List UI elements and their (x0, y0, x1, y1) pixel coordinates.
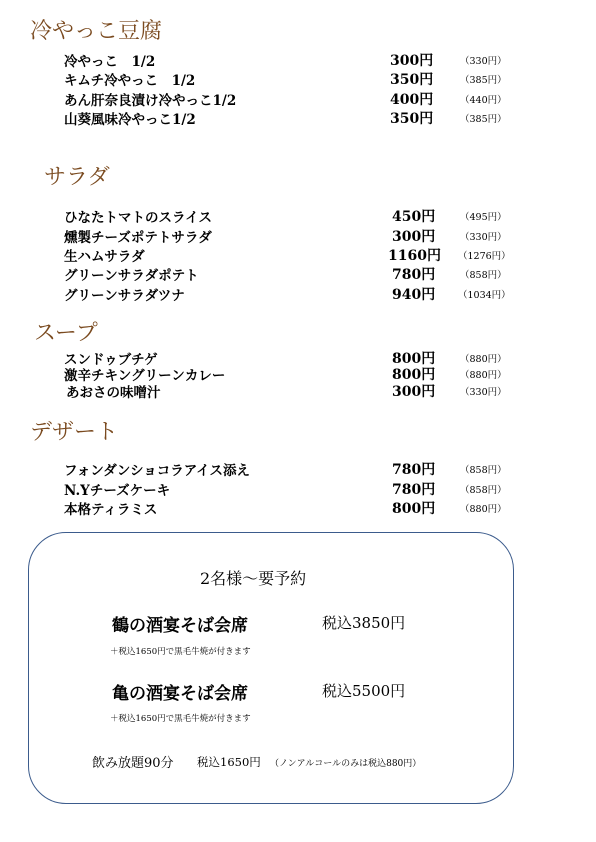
item-name: あおさの味噌汁 (66, 385, 161, 401)
item-name: 生ハムサラダ (64, 249, 145, 265)
item-price: 800円 (392, 351, 436, 367)
item-name: スンドゥブチゲ (64, 352, 158, 368)
item-price: 800円 (392, 501, 436, 517)
menu-item (0, 108, 596, 128)
item-tax-price: （880円） (460, 504, 507, 515)
item-tax-price: （330円） (460, 56, 507, 67)
item-name: 燻製チーズポテトサラダ (64, 230, 212, 246)
item-name: 本格ティラミス (64, 502, 158, 518)
item-price: 1160円 (388, 248, 441, 264)
course-plan-price: 税込5500円 (322, 682, 406, 700)
item-name: 激辛チキングリーンカレー (64, 368, 226, 384)
menu-item (0, 69, 596, 89)
item-tax-price: （330円） (460, 232, 507, 243)
item-price: 300円 (392, 229, 436, 245)
item-name: あん肝奈良漬け冷やっこ1/2 (64, 93, 237, 109)
menu-item (0, 284, 596, 304)
item-tax-price: （1034円） (458, 290, 511, 301)
course-plan-note: ＋税込1650円で黒毛牛焼が付きます (110, 647, 251, 657)
drink-plan-note: （ノンアルコールのみは税込880円） (270, 759, 422, 769)
item-tax-price: （858円） (460, 270, 507, 281)
item-tax-price: （880円） (460, 354, 507, 365)
section-title-hiyayakko: 冷やっこ豆腐 (30, 19, 163, 44)
item-name: 山葵風味冷やっこ1/2 (64, 112, 196, 128)
drink-plan-name: 飲み放題90分 (92, 756, 174, 771)
menu-item (0, 50, 596, 70)
item-price: 300円 (390, 53, 434, 69)
menu-item (0, 264, 596, 284)
course-plan-name: 鶴の酒宴そば会席 (112, 616, 248, 636)
section-title-salad: サラダ (44, 165, 110, 190)
menu-item (0, 479, 596, 499)
menu-item (0, 245, 596, 265)
menu-item (0, 206, 596, 226)
course-plan-price: 税込3850円 (322, 614, 406, 632)
item-tax-price: （385円） (460, 75, 507, 86)
item-price: 350円 (390, 111, 434, 127)
item-name: グリーンサラダポテト (64, 268, 199, 284)
item-price: 780円 (392, 462, 436, 478)
section-title-dessert: デザート (30, 420, 119, 445)
item-name: ひなたトマトのスライス (64, 210, 212, 226)
item-name: N.Yチーズケーキ (64, 483, 171, 499)
item-tax-price: （440円） (460, 95, 507, 106)
item-price: 350円 (390, 72, 434, 88)
drink-plan-price: 税込1650円 (197, 755, 261, 769)
item-price: 780円 (392, 267, 436, 283)
item-tax-price: （858円） (460, 465, 507, 476)
item-tax-price: （880円） (460, 370, 507, 381)
course-plan-note: ＋税込1650円で黒毛牛焼が付きます (110, 714, 251, 724)
course-plan-name: 亀の酒宴そば会席 (112, 684, 248, 704)
section-title-soup: スープ (34, 321, 98, 346)
item-price: 780円 (392, 482, 436, 498)
item-name: キムチ冷やっこ 1/2 (64, 73, 196, 89)
item-name: フォンダンショコラアイス添え (64, 463, 250, 479)
item-tax-price: （495円） (460, 212, 507, 223)
menu-item (0, 89, 596, 109)
item-price: 800円 (392, 367, 436, 383)
item-tax-price: （330円） (460, 387, 507, 398)
course-heading: 2名様～要予約 (200, 569, 307, 588)
item-price: 400円 (390, 92, 434, 108)
item-price: 300円 (392, 384, 436, 400)
menu-item (0, 459, 596, 479)
item-price: 940円 (392, 287, 436, 303)
item-price: 450円 (392, 209, 436, 225)
menu-item (0, 498, 596, 518)
item-name: 冷やっこ 1/2 (64, 54, 156, 70)
item-tax-price: （858円） (460, 485, 507, 496)
item-tax-price: （1276円） (458, 251, 511, 262)
menu-item (0, 226, 596, 246)
item-name: グリーンサラダツナ (64, 288, 185, 304)
menu-item (0, 381, 596, 401)
item-tax-price: （385円） (460, 114, 507, 125)
